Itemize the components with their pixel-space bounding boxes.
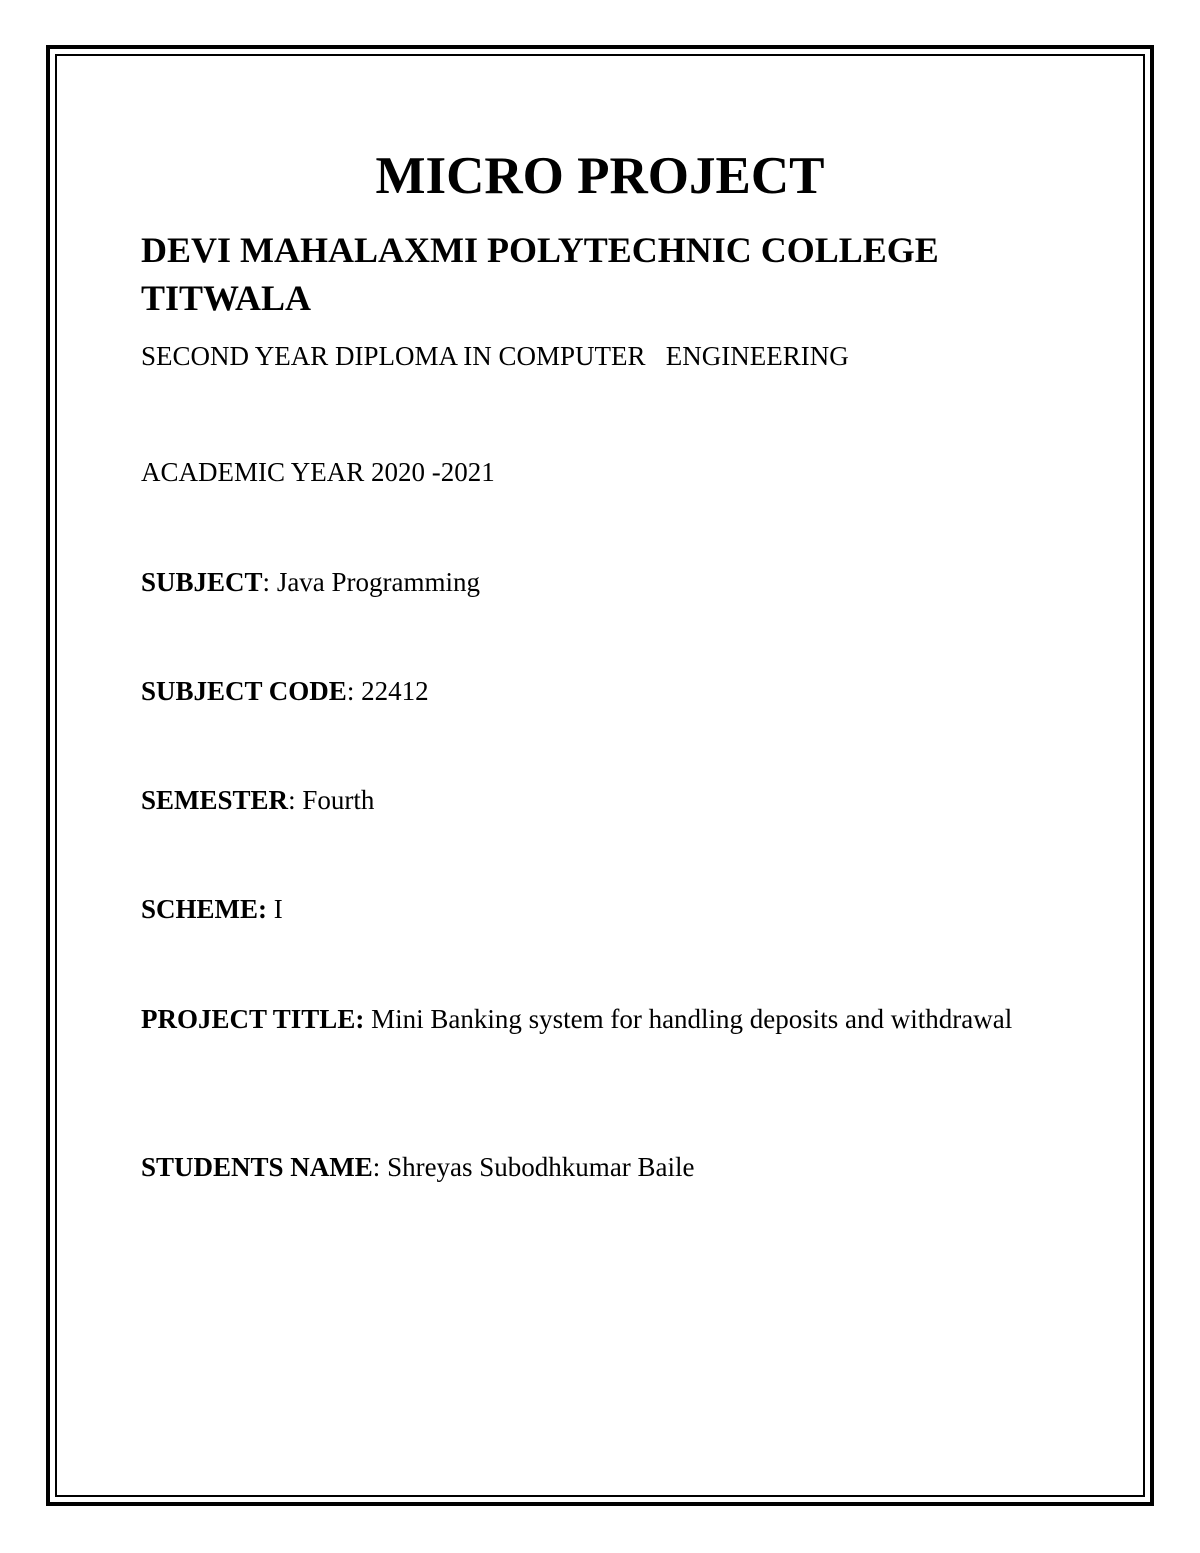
semester-separator: : <box>288 785 303 815</box>
students-name-separator: : <box>372 1152 388 1182</box>
college-name: DEVI MAHALAXMI POLYTECHNIC COLLEGE TITWALA <box>141 230 939 318</box>
students-name-value: Shreyas Subodhkumar Baile <box>387 1152 695 1182</box>
scheme-label: SCHEME: <box>141 894 268 924</box>
subject-field <box>141 564 480 600</box>
students-name-field <box>141 1149 695 1185</box>
subject-code-field <box>141 673 429 709</box>
subject-value: Java Programming <box>276 567 481 597</box>
project-title-value: Mini Banking system for handling deposits and withdrawal <box>371 1004 1013 1034</box>
academic-year: ACADEMIC YEAR 2020 -2021 <box>141 457 495 487</box>
scheme-separator <box>267 894 274 924</box>
subject-separator: : <box>262 567 277 597</box>
subject-code-label: SUBJECT CODE <box>141 676 347 706</box>
scheme-field <box>141 891 283 927</box>
semester-field <box>141 782 374 818</box>
project-title-label: PROJECT TITLE: <box>141 1004 365 1034</box>
project-title-field <box>141 1001 1031 1037</box>
scheme-value: I <box>273 894 283 924</box>
subject-code-value: 22412 <box>361 676 429 706</box>
semester-label: SEMESTER <box>141 785 289 815</box>
program-line: SECOND YEAR DIPLOMA IN COMPUTER ENGINEERING <box>141 341 849 371</box>
subject-label: SUBJECT <box>141 567 263 597</box>
subject-code-separator: : <box>346 676 362 706</box>
students-name-label: STUDENTS NAME <box>141 1152 373 1182</box>
semester-value: Fourth <box>302 785 375 815</box>
document-title: MICRO PROJECT <box>375 147 825 205</box>
